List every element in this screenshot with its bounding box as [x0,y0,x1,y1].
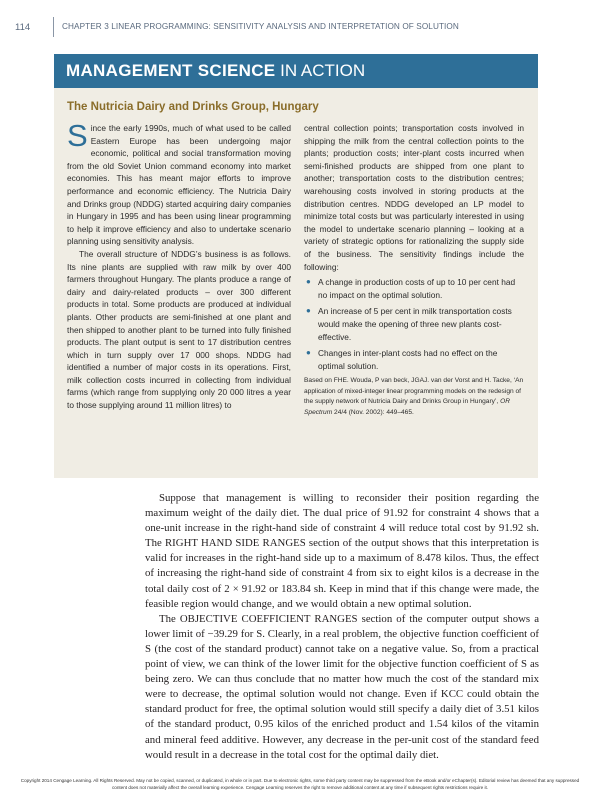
source-tail: 24/4 (Nov. 2002): 449–465. [332,408,414,416]
box-paragraph-1-text: ince the early 1990s, much of what used to be called Eastern Europe has been undergoing major economic, political and social transformation moving from the old Soviet Union command economy into market economies. This has meant major efforts to improve performance and economic efficiency. The Nutricia Dairy and Drinks group (NDDG) started acquiring dairy companies in Hungary in 1995 and has been using linear programming to help it improve efficiency and also to undertake scenario planning using sensitivity analysis. [67,123,291,247]
list-item [304,276,524,301]
copyright-notice: Copyright 2014 Cengage Learning. All Rights Reserved. May not be copied, scanned, or duplicated, in whole or in part. Due to electronic rights, some third party content may be suppressed from the eBook and/or eChapter(s). Editorial review has deemed that any suppressed content does not materially affect the overall learning experience. Cengage Learning reserves the right to remove additional content at any time if subsequent rights restrictions require it. [20,778,580,790]
banner-title-rest: IN ACTION [275,61,366,80]
source-text: Based on FHE. Wouda, P van beck, JGAJ. van der Vorst and H. Tacke, ‘An application of mixed-integer linear programming models on the redesign of the supply network of Nutricia Dairy and Drinks Group in Hungary’, [304,377,524,406]
box-paragraph-2: The overall structure of NDDG’s business is as follows. Its nine plants are supplied with raw milk by over 400 farmers throughout Hungary. The plants produce a range of dairy and dairy-related products – over 300 different products in total. Some products are produced at individual plants. Other products are semi-finished at one plant and then shipped to another plant to be turned into fully finished products. The plant output is sent to 17 distribution centres which in turn supply over 17 000 shops. NDDG had identified a number of major costs in its operations. First, milk collection costs incurred in collecting from individual farms (which range from supplying only 20 000 litres a year to those supplying around 11 million litres) to [67,248,291,411]
box-right-column [304,122,524,418]
list-item-text: An increase of 5 per cent in milk transportation costs would make the opening of three new plants cost-effective. [318,306,512,342]
chapter-title: CHAPTER 3 LINEAR PROGRAMMING: SENSITIVITY ANALYSIS AND INTERPRETATION OF SOLUTION [62,22,459,31]
box-paragraph-3: central collection points; transportation costs involved in shipping the milk from the central collection points to the plants; production costs; inter-plant costs incurred when semi-finished products are shipped from one plant to another; transportation costs to the distribution centres; warehousing costs involved in storing products at the distribution centres. NDDG developed an LP model to minimize total costs but was particularly interested in using the model to undertake scenario planning – looking at a variety of strategic options for rationalizing the supply side of the business. The sensitivity findings include the following: [304,123,524,272]
banner-title-bold: MANAGEMENT SCIENCE [66,61,276,80]
main-text [145,491,539,763]
source-journal: OR Spectrum [304,398,510,416]
box-banner [54,54,538,88]
bullet-icon: ● [306,348,311,358]
running-header [0,0,600,40]
box-left-column [67,118,291,412]
bullet-icon: ● [306,277,311,287]
list-item-text: A change in production costs of up to 10 per cent had no impact on the optimal solution. [318,277,516,300]
body-paragraph-1: Suppose that management is willing to reconsider their position regarding the maximum weight of the daily diet. The dual price of 91.92 for constraint 4 shows that a one-unit increase in the right-hand side of constraint 4 will reduce total cost by 91.92 sh. The RIGHT HAND SIDE RANGES section of the output shows that this interpretation is valid for increases in the right-hand side up to a maximum of 8.478 kilos. Thus, the effect of increasing the right-hand side of constraint 4 from six to eight kilos is a decrease in the total daily cost of 2 × 91.92 or 183.84 sh. Keep in mind that if this change were made, the feasible region would change, and we would obtain a new optimal solution. [145,492,539,610]
source-citation [304,376,524,418]
list-item-text: Changes in inter-plant costs had no effect on the optimal solution. [318,348,498,371]
management-science-box [54,54,538,478]
page-number: 114 [15,22,31,33]
drop-cap: S [67,118,88,153]
header-divider [53,17,54,37]
findings-list [304,276,524,372]
bullet-icon: ● [306,306,311,316]
body-paragraph-2: The OBJECTIVE COEFFICIENT RANGES section of the computer output shows a lower limit of −39.29 for S. Clearly, in a real problem, the objective function coefficient of S (the cost of the standard product) cannot take on a negative value. So, from a practical point of view, we can think of the lower limit for the objective function coefficient of S as being zero. We can thus conclude that no matter how much the cost of the standard mix were to decrease, the optimal solution would not change. Even if KCC could obtain the standard product for free, the optimal solution would still specify a daily diet of 3.51 kilos of the standard product, 0.95 kilos of the enriched product and 1.54 kilos of the vitamin and mineral feed additive. However, any decrease in the per-unit cost of the standard feed would result in a decrease in the total cost for the optimal daily diet. [145,612,539,761]
story-title: The Nutricia Dairy and Drinks Group, Hungary [67,101,319,113]
banner-title [66,61,365,81]
list-item [304,347,524,372]
box-paragraph-1 [67,118,291,248]
list-item [304,305,524,343]
